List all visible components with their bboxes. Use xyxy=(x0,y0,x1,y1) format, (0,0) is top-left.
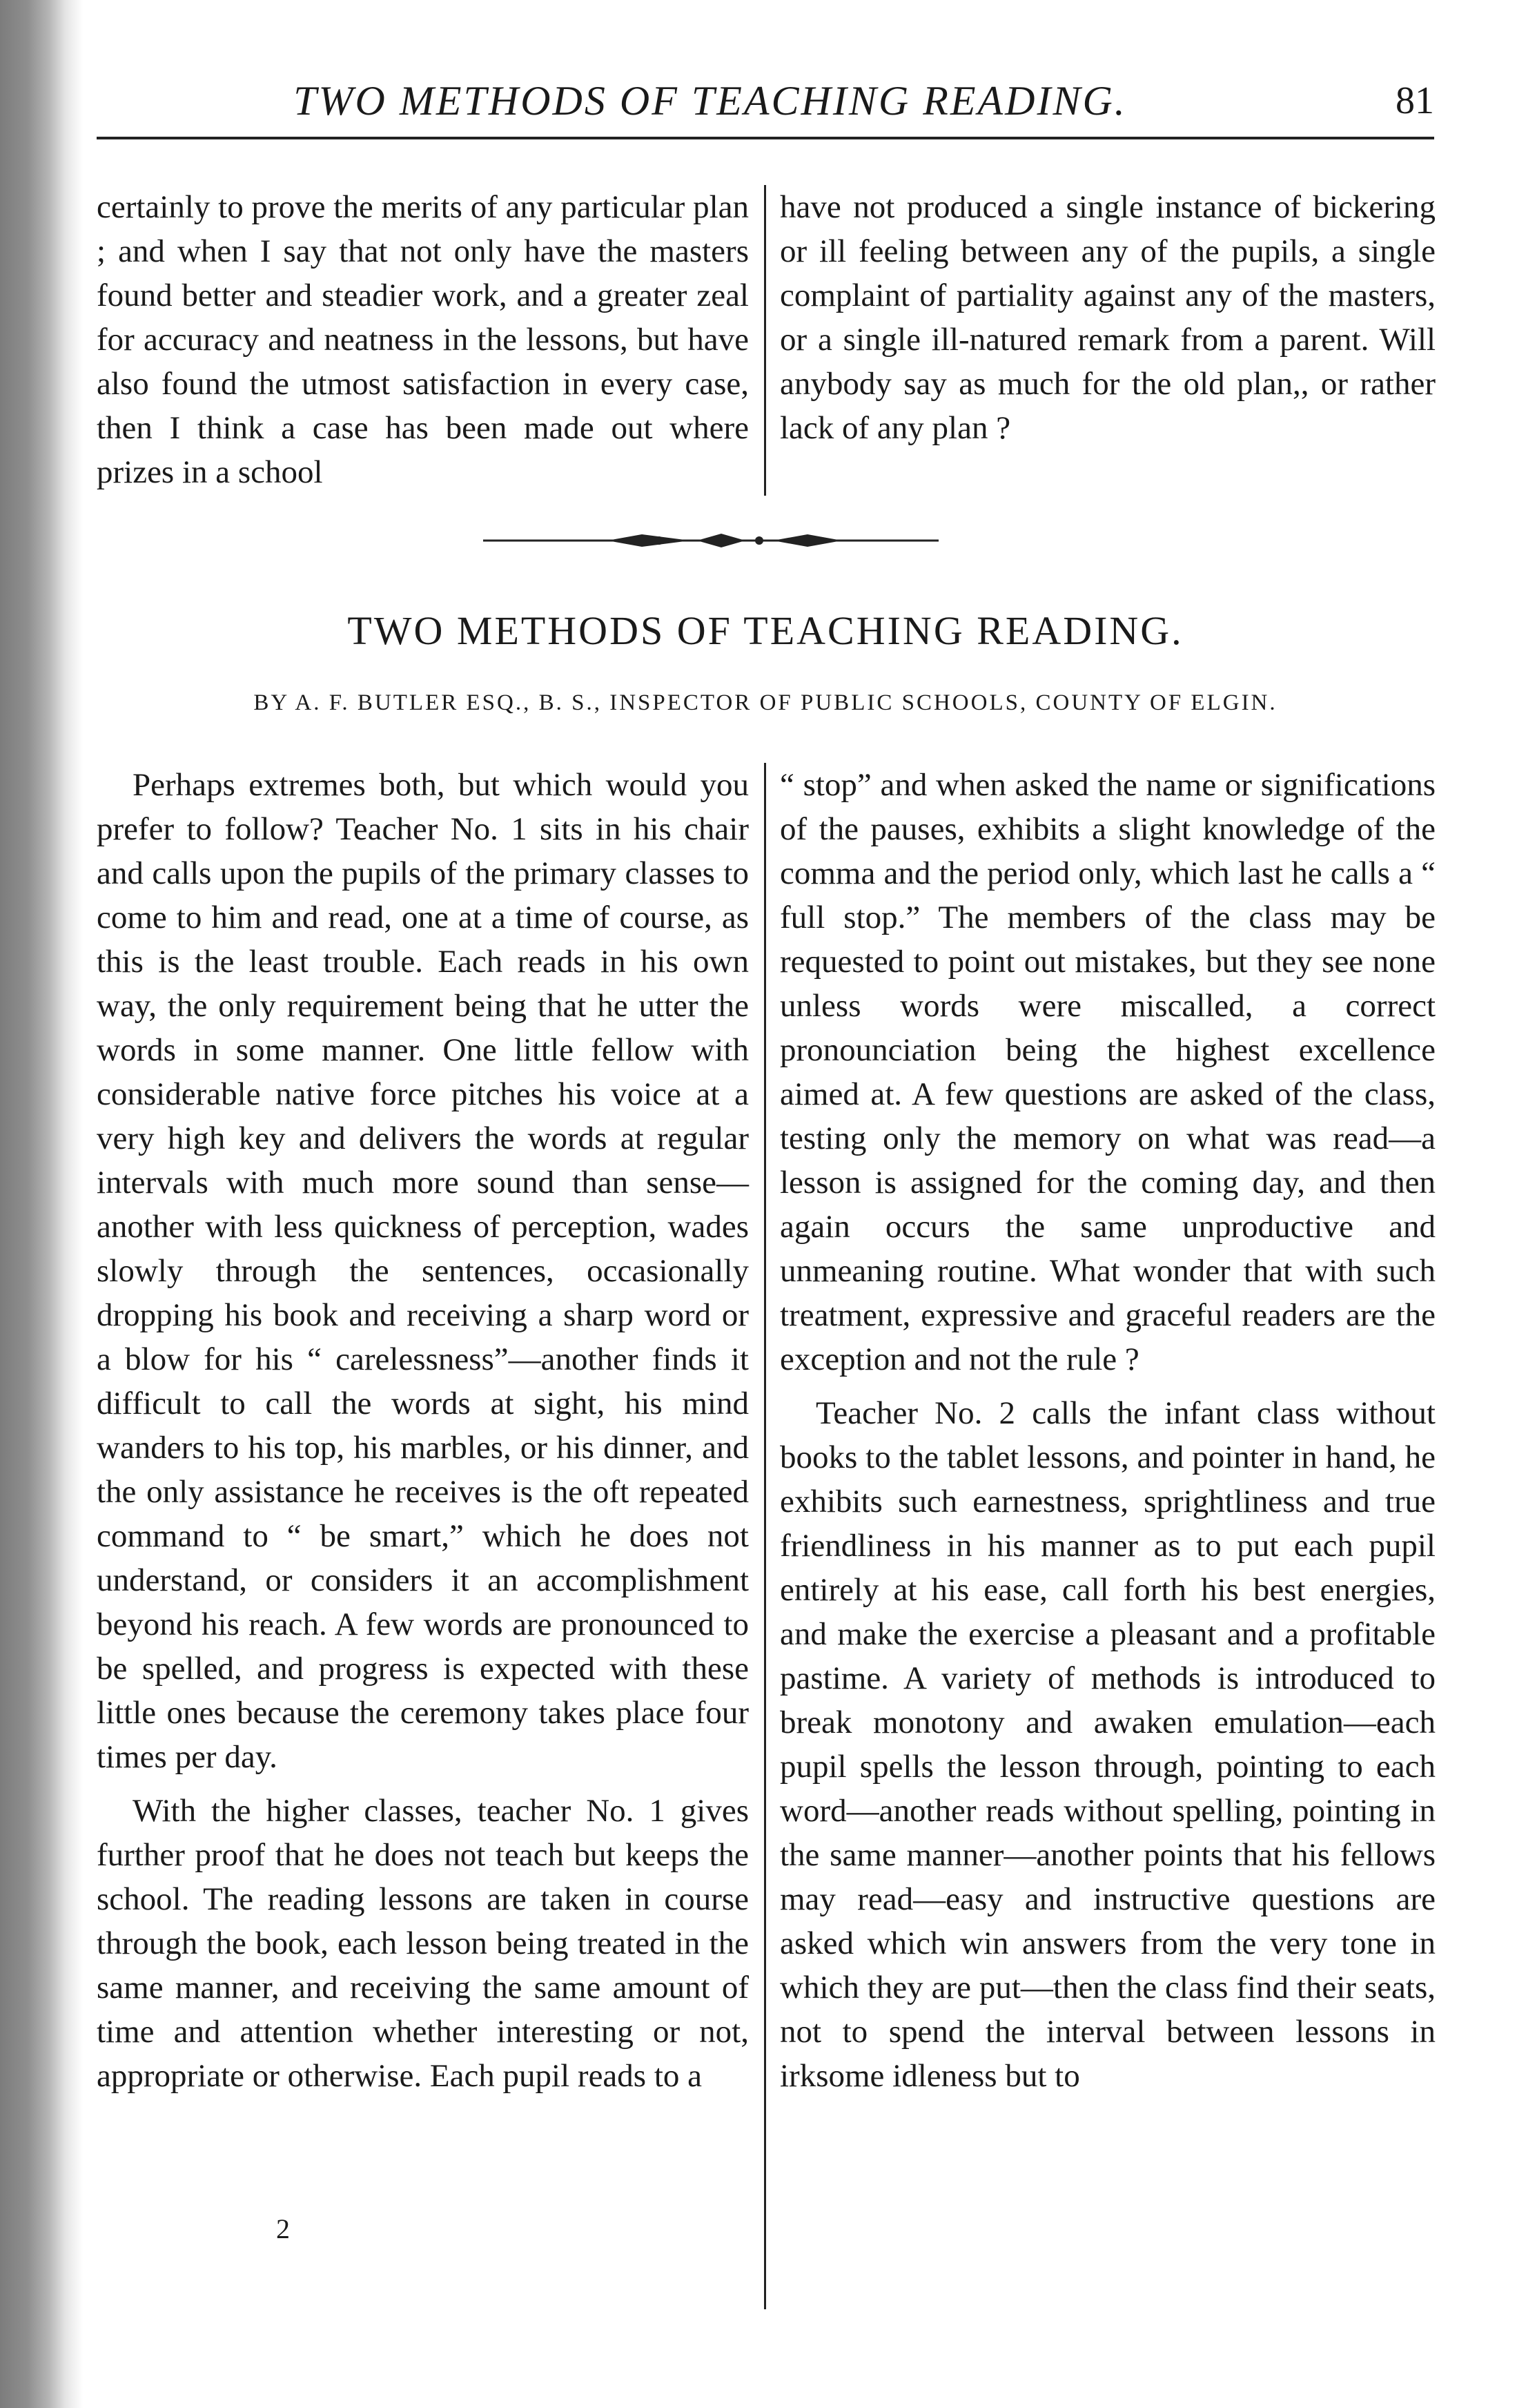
running-title: TWO METHODS OF TEACHING READING. xyxy=(293,78,1127,124)
top-right-text: have not produced a single instance of bickering or ill feeling between any of the pupils, a single complaint of partiality against any of the masters, or a single ill-natured remark from a parent. Will anybody say as much for the old plan,, or rather lack of any plan ? xyxy=(780,189,1436,446)
article-right-paragraph-1: “ stop” and when asked the name or significations of the pauses, exhibits a slight knowledge of the comma and the period only, which last he calls a “ full stop.” The members of the class may be requested to point out mistakes, but they see none unless words were miscalled, a correct pronounciation being the highest excellence aimed at. A few questions are asked of the class, testing only the memory on what was read—a lesson is assigned for the coming day, and then again occurs the same unproductive and unmeaning routine. What wonder that with such treatment, expressive and graceful readers are the exception and not the rule ? xyxy=(780,767,1436,1377)
article-left-column xyxy=(97,763,749,2098)
header-rule xyxy=(97,137,1434,139)
article-right-paragraph-2: Teacher No. 2 calls the infant class without books to the tablet lessons, and pointer in hand, he exhibits such earnestness, sprightliness and true friendliness in his manner as to put each pupil entirely at his ease, call forth his best energies, and make the exercise a pleasant and a profitable pastime. A variety of methods is introduced to break monotony and awaken emulation—each pupil spells the lesson through, pointing to each word—another reads without spelling, pointing in the same manner—another points that his fellows may read—easy and instructive questions are asked which win answers from the very tone in which they are put—then the class find their seats, not to spend the interval between lessons in irksome idleness but to xyxy=(780,1395,1436,2094)
article-left-paragraph-2: With the higher classes, teacher No. 1 gives further proof that he does not teach but keeps the school. The reading lessons are taken in course through the book, each lesson being treated in the same manner, and receiving the same amount of time and attention whether interesting or not, appropriate or otherwise. Each pupil reads to a xyxy=(97,1793,749,2094)
top-right-column xyxy=(780,185,1436,450)
article-right-column xyxy=(780,763,1436,2098)
article-byline: BY A. F. BUTLER ESQ., B. S., INSPECTOR OF PUBLIC SCHOOLS, COUNTY OF ELGIN. xyxy=(253,690,1278,715)
article-column-divider xyxy=(764,763,766,2309)
article-title: TWO METHODS OF TEACHING READING. xyxy=(347,608,1184,653)
top-left-text: certainly to prove the merits of any particular plan ; and when I say that not only have the masters found better and steadier work, and a greater zeal for accuracy and neatness in the lessons, but have also found the utmost satisfaction in every case, then I think a case has been made out where prizes in a school xyxy=(97,189,749,490)
page-number: 81 xyxy=(1396,79,1434,122)
page-binding-edge xyxy=(0,0,83,2408)
top-column-divider xyxy=(764,185,766,496)
article-left-paragraph-1: Perhaps extremes both, but which would you prefer to follow? Teacher No. 1 sits in his chair and calls upon the pupils of the primary classes to come to him and read, one at a time of course, as this is the least trouble. Each reads in his own way, the only requirement being that he utter the words in some manner. One little fellow with considerable native force pitches his voice at a very high key and delivers the words at regular intervals with much more sound than sense—another with less quickness of perception, wades slowly through the sentences, occasionally dropping his book and receiving a sharp word or a blow for his “ carelessness”—another finds it difficult to call the words at sight, his mind wanders to his top, his marbles, or his dinner, and the only assistance he receives is the oft repeated command to “ be smart,” which he does not understand, or considers it an accomplishment beyond his reach. A few words are pronounced to be spelled, and progress is expected with these little ones because the ceremony takes place four times per day. xyxy=(97,767,749,1775)
top-left-column xyxy=(97,185,749,494)
section-divider-ornament xyxy=(483,529,939,552)
page-header xyxy=(97,64,1434,139)
signature-mark: 2 xyxy=(276,2213,290,2244)
